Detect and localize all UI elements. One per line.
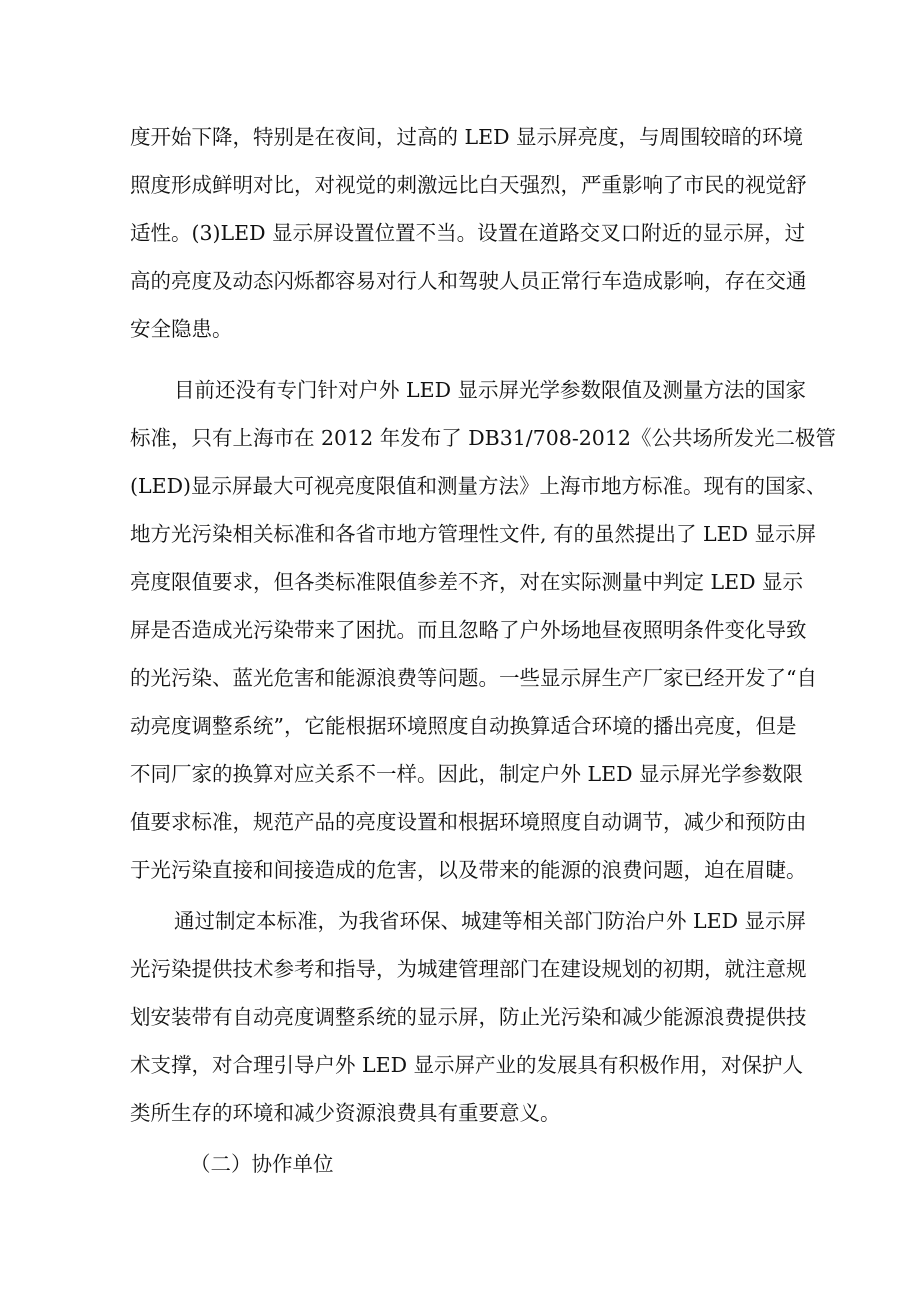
paragraph-2-line-7: 的光污染、蓝光危害和能源浪费等问题。一些显示屏生产厂家已经开发了“自 [130, 666, 817, 690]
paragraph-1-line-5: 安全隐患。 [130, 317, 233, 341]
paragraph-3-line-3: 划安装带有自动亮度调整系统的显示屏，防止光污染和减少能源浪费提供技 [130, 1005, 807, 1029]
paragraph-2-line-4: 地方光污染相关标准和各省市地方管理性文件, 有的虽然提出了 LED 显示屏 [130, 522, 817, 546]
paragraph-3-line-1: 通过制定本标准，为我省环保、城建等相关部门防治户外 LED 显示屏 [174, 909, 807, 933]
paragraph-2-line-1: 目前还没有专门针对户外 LED 显示屏光学参数限值及测量方法的国家 [174, 378, 807, 402]
paragraph-1-line-3: 适性。(3)LED 显示屏设置位置不当。设置在道路交叉口附近的显示屏，过 [130, 221, 806, 245]
paragraph-3-line-5: 类所生存的环境和减少资源浪费具有重要意义。 [130, 1101, 561, 1125]
paragraph-1-line-4: 高的亮度及动态闪烁都容易对行人和驾驶人员正常行车造成影响，存在交通 [130, 269, 807, 293]
paragraph-2-line-3: (LED)显示屏最大可视亮度限值和测量方法》上海市地方标准。现有的国家、 [130, 474, 827, 498]
paragraph-1-line-1: 度开始下降，特别是在夜间，过高的 LED 显示屏亮度，与周围较暗的环境 [130, 125, 804, 149]
paragraph-2-line-6: 屏是否造成光污染带来了困扰。而且忽略了户外场地昼夜照明条件变化导致 [130, 618, 807, 642]
paragraph-3-line-4: 术支撑，对合理引导户外 LED 显示屏产业的发展具有积极作用，对保护人 [130, 1053, 804, 1077]
paragraph-2-line-11: 于光污染直接和间接造成的危害，以及带来的能源的浪费问题，迫在眉睫。 [130, 858, 807, 882]
paragraph-2-line-5: 亮度限值要求，但各类标准限值参差不齐，对在实际测量中判定 LED 显示 [130, 570, 804, 594]
section-heading: （二）协作单位 [190, 1152, 334, 1176]
paragraph-3-line-2: 光污染提供技术参考和指导，为城建管理部门在建设规划的初期，就注意规 [130, 957, 807, 981]
paragraph-2-line-9: 不同厂家的换算对应关系不一样。因此，制定户外 LED 显示屏光学参数限 [130, 762, 804, 786]
paragraph-2-line-8: 动亮度调整系统”，它能根据环境照度自动换算适合环境的播出亮度，但是 [130, 714, 797, 738]
paragraph-2-line-2: 标准，只有上海市在 2012 年发布了 DB31/708-2012《公共场所发光二极管 [130, 426, 836, 450]
paragraph-2-line-10: 值要求标准，规范产品的亮度设置和根据环境照度自动调节，减少和预防由 [130, 810, 807, 834]
paragraph-1-line-2: 照度形成鲜明对比，对视觉的刺激远比白天强烈，严重影响了市民的视觉舒 [130, 173, 807, 197]
